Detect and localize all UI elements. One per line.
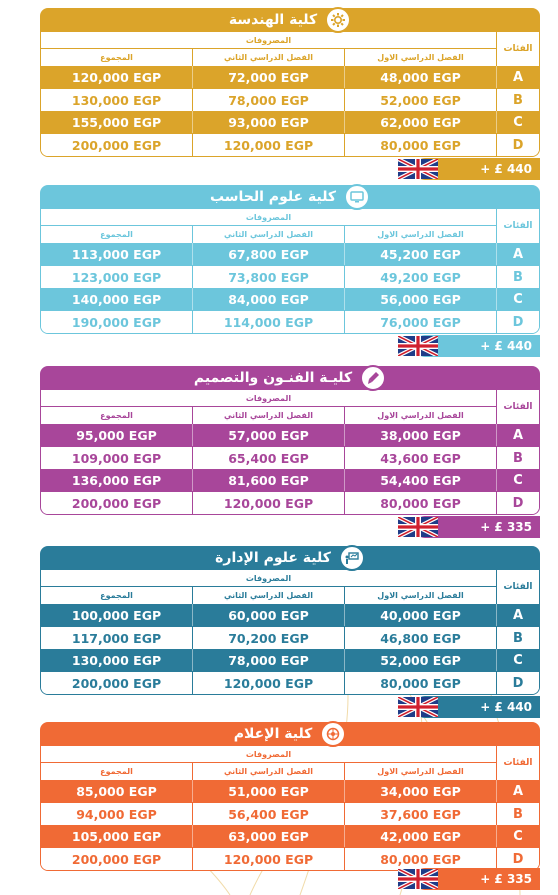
- second-semester-cell: 70,200 EGP: [192, 627, 344, 649]
- second-semester-header: الفصل الدراسي الثاني: [192, 49, 344, 66]
- table-row: [41, 649, 539, 671]
- faculty-title: كليـة الفنـون والتصميم: [193, 370, 353, 386]
- category-cell: D: [496, 134, 539, 156]
- category-cell: A: [496, 424, 539, 446]
- table-row: [41, 604, 539, 626]
- first-semester-cell: 52,000 EGP: [344, 649, 496, 671]
- table-row: [41, 626, 539, 649]
- categories-header: الفئات: [503, 758, 533, 768]
- total-cell: 200,000 EGP: [71, 137, 162, 153]
- table-row: [41, 66, 539, 88]
- total-cell: 105,000 EGP: [71, 828, 162, 844]
- second-semester-cell: 78,000 EGP: [192, 89, 344, 111]
- first-semester-cell: 49,200 EGP: [344, 266, 496, 288]
- category-cell: D: [496, 672, 539, 694]
- second-semester-cell: 63,000 EGP: [192, 825, 344, 847]
- total-header: المجموع: [100, 53, 133, 62]
- category-cell: C: [496, 649, 539, 671]
- categories-header: الفئات: [503, 44, 533, 54]
- categories-header: الفئات: [503, 582, 533, 592]
- fees-table: [40, 32, 540, 157]
- second-semester-header: الفصل الدراسي الثاني: [192, 226, 344, 243]
- first-semester-cell: 34,000 EGP: [344, 780, 496, 802]
- second-semester-cell: 120,000 EGP: [192, 134, 344, 156]
- total-cell: 200,000 EGP: [71, 495, 162, 511]
- first-semester-header: الفصل الدراسي الاول: [344, 407, 496, 424]
- first-semester-cell: 45,200 EGP: [344, 243, 496, 265]
- table-row: [41, 133, 539, 156]
- total-cell: 190,000 EGP: [71, 314, 162, 330]
- table-header: [41, 209, 539, 243]
- first-semester-cell: 48,000 EGP: [344, 66, 496, 88]
- categories-header: الفئات: [503, 221, 533, 231]
- category-cell: B: [496, 627, 539, 649]
- first-semester-cell: 43,600 EGP: [344, 447, 496, 469]
- faculty-title-bar: [40, 8, 540, 32]
- total-cell: 85,000 EGP: [76, 783, 157, 799]
- first-semester-cell: 52,000 EGP: [344, 89, 496, 111]
- first-semester-cell: 42,000 EGP: [344, 825, 496, 847]
- fee-amount: + £ 440: [480, 700, 532, 714]
- first-semester-cell: 80,000 EGP: [344, 492, 496, 514]
- second-semester-cell: 84,000 EGP: [192, 288, 344, 310]
- uk-fee-badge: [414, 696, 540, 718]
- media-icon: [320, 721, 346, 747]
- table-row: [41, 243, 539, 265]
- category-cell: B: [496, 266, 539, 288]
- table-header: [41, 32, 539, 66]
- fee-amount: + £ 440: [480, 162, 532, 176]
- table-row: [41, 88, 539, 111]
- first-semester-cell: 80,000 EGP: [344, 134, 496, 156]
- second-semester-header: الفصل الدراسي الثاني: [192, 407, 344, 424]
- second-semester-cell: 120,000 EGP: [192, 848, 344, 870]
- second-semester-cell: 67,800 EGP: [192, 243, 344, 265]
- faculty-arts-design-section: [40, 366, 540, 534]
- uk-flag-icon: [398, 697, 438, 717]
- table-row: [41, 288, 539, 310]
- category-cell: D: [496, 848, 539, 870]
- categories-header: الفئات: [503, 402, 533, 412]
- table-row: [41, 847, 539, 870]
- category-cell: B: [496, 89, 539, 111]
- faculty-computer-science-section: [40, 185, 540, 353]
- table-row: [41, 802, 539, 825]
- uk-fee-badge: [414, 158, 540, 180]
- fee-amount: + £ 335: [480, 520, 532, 534]
- faculty-title: كلية الإعلام: [233, 726, 313, 742]
- total-cell: 130,000 EGP: [71, 92, 162, 108]
- second-semester-cell: 56,400 EGP: [192, 803, 344, 825]
- fee-amount: + £ 335: [480, 872, 532, 886]
- total-cell: 94,000 EGP: [76, 806, 157, 822]
- first-semester-header: الفصل الدراسي الاول: [344, 763, 496, 780]
- expenses-header: المصروفات: [41, 390, 496, 407]
- expenses-header: المصروفات: [41, 32, 496, 49]
- faculty-title: كلية علوم الحاسب: [209, 189, 337, 205]
- total-cell: 136,000 EGP: [71, 472, 162, 488]
- category-cell: B: [496, 803, 539, 825]
- table-header: [41, 390, 539, 424]
- second-semester-cell: 60,000 EGP: [192, 604, 344, 626]
- category-cell: C: [496, 111, 539, 133]
- second-semester-cell: 120,000 EGP: [192, 492, 344, 514]
- paint-brush-icon: [360, 365, 386, 391]
- fee-amount: + £ 440: [480, 339, 532, 353]
- second-semester-cell: 114,000 EGP: [192, 311, 344, 333]
- uk-fee-badge: [414, 516, 540, 538]
- faculty-title-bar: [40, 366, 540, 390]
- fees-table: [40, 209, 540, 334]
- table-header: [41, 746, 539, 780]
- second-semester-cell: 65,400 EGP: [192, 447, 344, 469]
- expenses-header: المصروفات: [41, 746, 496, 763]
- expenses-header: المصروفات: [41, 209, 496, 226]
- total-cell: 200,000 EGP: [71, 675, 162, 691]
- category-cell: C: [496, 469, 539, 491]
- total-cell: 95,000 EGP: [76, 427, 157, 443]
- first-semester-header: الفصل الدراسي الاول: [344, 226, 496, 243]
- category-cell: C: [496, 825, 539, 847]
- first-semester-header: الفصل الدراسي الاول: [344, 587, 496, 604]
- faculty-title: كلية علوم الإدارة: [215, 550, 331, 566]
- faculty-engineering-section: [40, 8, 540, 176]
- first-semester-cell: 56,000 EGP: [344, 288, 496, 310]
- total-cell: 113,000 EGP: [71, 246, 162, 262]
- expenses-header: المصروفات: [41, 570, 496, 587]
- total-cell: 200,000 EGP: [71, 851, 162, 867]
- fees-table: [40, 570, 540, 695]
- second-semester-cell: 72,000 EGP: [192, 66, 344, 88]
- total-header: المجموع: [100, 230, 133, 239]
- table-row: [41, 469, 539, 491]
- total-cell: 123,000 EGP: [71, 269, 162, 285]
- uk-flag-icon: [398, 869, 438, 889]
- faculty-media-section: [40, 722, 540, 886]
- fees-table: [40, 746, 540, 871]
- second-semester-header: الفصل الدراسي الثاني: [192, 587, 344, 604]
- total-cell: 120,000 EGP: [71, 69, 162, 85]
- uk-fee-badge: [414, 335, 540, 357]
- total-header: المجموع: [100, 767, 133, 776]
- second-semester-cell: 93,000 EGP: [192, 111, 344, 133]
- first-semester-cell: 80,000 EGP: [344, 848, 496, 870]
- category-cell: A: [496, 66, 539, 88]
- first-semester-cell: 54,400 EGP: [344, 469, 496, 491]
- second-semester-cell: 120,000 EGP: [192, 672, 344, 694]
- faculty-title-bar: [40, 185, 540, 209]
- category-cell: B: [496, 447, 539, 469]
- second-semester-cell: 81,600 EGP: [192, 469, 344, 491]
- first-semester-cell: 46,800 EGP: [344, 627, 496, 649]
- faculty-title-bar: [40, 722, 540, 746]
- total-cell: 100,000 EGP: [71, 607, 162, 623]
- uk-flag-icon: [398, 336, 438, 356]
- category-cell: D: [496, 311, 539, 333]
- category-cell: A: [496, 243, 539, 265]
- first-semester-cell: 80,000 EGP: [344, 672, 496, 694]
- table-row: [41, 671, 539, 694]
- category-cell: C: [496, 288, 539, 310]
- total-cell: 130,000 EGP: [71, 652, 162, 668]
- category-cell: D: [496, 492, 539, 514]
- table-row: [41, 491, 539, 514]
- second-semester-header: الفصل الدراسي الثاني: [192, 763, 344, 780]
- first-semester-cell: 37,600 EGP: [344, 803, 496, 825]
- category-cell: A: [496, 604, 539, 626]
- table-row: [41, 446, 539, 469]
- second-semester-cell: 73,800 EGP: [192, 266, 344, 288]
- computer-icon: [344, 184, 370, 210]
- second-semester-cell: 57,000 EGP: [192, 424, 344, 446]
- table-row: [41, 310, 539, 333]
- uk-flag-icon: [398, 159, 438, 179]
- table-header: [41, 570, 539, 604]
- first-semester-cell: 38,000 EGP: [344, 424, 496, 446]
- uk-flag-icon: [398, 517, 438, 537]
- gear-icon: [325, 7, 351, 33]
- faculty-title: كلية الهندسة: [228, 12, 318, 28]
- faculty-management-section: [40, 546, 540, 714]
- fees-table: [40, 390, 540, 515]
- first-semester-cell: 40,000 EGP: [344, 604, 496, 626]
- total-cell: 140,000 EGP: [71, 291, 162, 307]
- total-cell: 109,000 EGP: [71, 450, 162, 466]
- table-row: [41, 780, 539, 802]
- table-row: [41, 825, 539, 847]
- table-row: [41, 111, 539, 133]
- uk-fee-badge: [414, 868, 540, 890]
- faculty-title-bar: [40, 546, 540, 570]
- total-cell: 117,000 EGP: [71, 630, 162, 646]
- first-semester-cell: 62,000 EGP: [344, 111, 496, 133]
- first-semester-cell: 76,000 EGP: [344, 311, 496, 333]
- second-semester-cell: 51,000 EGP: [192, 780, 344, 802]
- total-cell: 155,000 EGP: [71, 114, 162, 130]
- second-semester-cell: 78,000 EGP: [192, 649, 344, 671]
- total-header: المجموع: [100, 411, 133, 420]
- first-semester-header: الفصل الدراسي الاول: [344, 49, 496, 66]
- table-row: [41, 424, 539, 446]
- presentation-icon: [339, 545, 365, 571]
- category-cell: A: [496, 780, 539, 802]
- total-header: المجموع: [100, 591, 133, 600]
- table-row: [41, 265, 539, 288]
